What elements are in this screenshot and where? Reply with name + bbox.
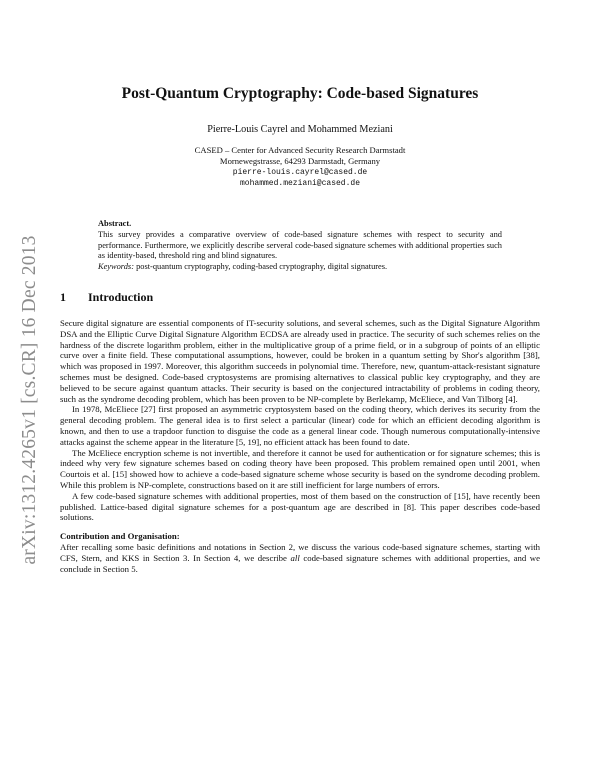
section-number: 1	[60, 290, 66, 304]
abstract-text: This survey provides a comparative overview of code-based signature schemes with respect to security and performance. Furthermore, we explicitly describe serveral code-based signature schemes with additional properties such as identity-based, threshold ring and blind signatures.	[98, 229, 502, 261]
contribution-text-1: After recalling some basic definitions and notations in Section 2, we discuss the various code-based signature schemes, starting with CFS, Stern, and KKS in Section 3. In Section 4, we describe	[60, 541, 540, 563]
paragraph-2: In 1978, McEliece [27] first proposed an asymmetric cryptosystem based on the coding theory, which derives its security from the general decoding problem. The general idea is to first select a particular (linear) code for which an efficient decoding algorithm is known, and then to use a trapdoor function to disguise the code as a general linear code. Though numerous computationally-intensive attacks against the scheme appear in the literature [5, 19], no efficient attack has been found to date.	[60, 404, 540, 447]
contribution-emphasis: all	[290, 552, 300, 563]
body-text	[60, 318, 540, 574]
affiliation-line-1: CASED – Center for Advanced Security Research Darmstadt	[194, 145, 406, 155]
section-heading	[60, 290, 153, 305]
abstract	[98, 219, 502, 273]
email-2[interactable]: mohammed.meziani@cased.de	[239, 179, 361, 188]
keywords	[98, 262, 502, 273]
contribution-paragraph	[60, 542, 540, 574]
affiliation	[0, 145, 600, 189]
arxiv-identifier[interactable]: arXiv:1312.4265v1 [cs.CR] 16 Dec 2013	[19, 235, 40, 565]
arxiv-stamp	[10, 180, 50, 620]
authors: Pierre-Louis Cayrel and Mohammed Meziani	[207, 124, 393, 135]
keywords-text: post-quantum cryptography, coding-based cryptography, digital signatures.	[136, 262, 388, 272]
abstract-heading: Abstract.	[98, 219, 132, 228]
contribution-heading: Contribution and Organisation:	[60, 531, 180, 542]
section-title: Introduction	[88, 290, 154, 304]
paragraph-3: The McEliece encryption scheme is not invertible, and therefore it cannot be used for authentication or for signature schemes; this is indeed why very few signature schemes based on coding theory have been proposed. This problem remained open until 2001, when Courtois et al. [15] showed how to achieve a code-based signature scheme whose security is based on the syndrome decoding problem. While this problem is NP-complete, constructions based on it are still inefficient for large numbers of errors.	[60, 447, 540, 490]
email-1[interactable]: pierre-louis.cayrel@cased.de	[232, 168, 368, 177]
paper-title: Post-Quantum Cryptography: Code-based Signatures	[121, 85, 479, 102]
paragraph-1: Secure digital signature are essential components of IT-security solutions, and several schemes, such as the Digital Signature Algorithm DSA and the Elliptic Curve Digital Signature Algorithm ECDSA are already used in practice. The security of such schemes relies on the hardness of the discrete logarithm problem, either in the multiplicative group of a prime field, or in a subgroup of points of an elliptic curve over a finite field. These computational assumptions, however, could be broken in a quantum setting by Shor's algorithm [38], which was proposed in 1997. Moreover, this algorithm succeeds in polynomial time. Therefore, new, quantum-attack-resistant signature schemes must be designed. Code-based cryptosystems are promising alternatives to classical public key cryptography, and they are believed to be secure against quantum attacks. Their security is based on the conjectured intractability of problems in coding theory, such as the syndrome decoding problem, which has been proven to be NP-complete by Berlekamp, McEliece, and Van Tilborg [4].	[60, 318, 540, 404]
contribution-text-2: code-based signature schemes with additional properties, and we conclude in Section 5.	[60, 552, 540, 574]
paragraph-4: A few code-based signature schemes with additional properties, most of them based on the construction of [15], have recently been published. Lattice-based digital signature schemes for a post-quantum age are described in [8]. This paper describes code-based solutions.	[60, 490, 540, 523]
keywords-label: Keywords:	[98, 262, 134, 272]
affiliation-line-2: Mornewegstrasse, 64293 Darmstadt, Germany	[219, 156, 381, 166]
